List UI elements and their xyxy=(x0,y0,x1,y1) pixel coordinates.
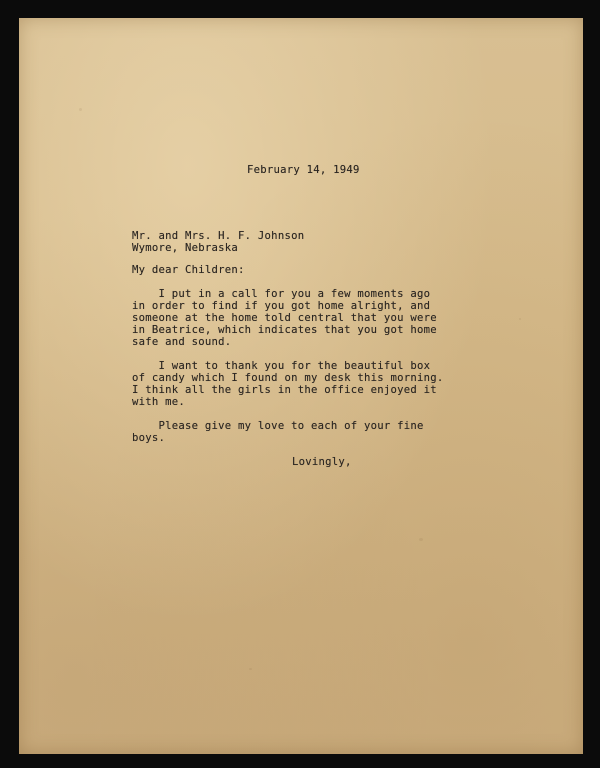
paragraph-2-line: I want to thank you for the beautiful box xyxy=(132,360,431,372)
paragraph-1-line: in order to find if you got home alright, and xyxy=(132,300,431,312)
paragraph-1-line: in Beatrice, which indicates that you got home xyxy=(132,324,437,336)
paragraph-2-line: with me. xyxy=(132,396,186,408)
paper-speck xyxy=(249,668,252,670)
letter-page xyxy=(19,18,583,754)
paragraph-2-line: of candy which I found on my desk this morning. xyxy=(132,372,444,384)
paper-speck xyxy=(79,108,82,111)
recipient-name: Mr. and Mrs. H. F. Johnson xyxy=(132,230,305,242)
paragraph-3-line: boys. xyxy=(132,432,166,444)
paragraph-1-line: I put in a call for you a few moments ago xyxy=(132,288,431,300)
paragraph-2-line: I think all the girls in the office enjoyed it xyxy=(132,384,437,396)
paper-speck xyxy=(519,318,521,320)
paragraph-1-line: safe and sound. xyxy=(132,336,232,348)
paragraph-3-line: Please give my love to each of your fine xyxy=(132,420,424,432)
recipient-address: Wymore, Nebraska xyxy=(132,242,239,254)
letter-date: February 14, 1949 xyxy=(247,164,360,176)
closing: Lovingly, xyxy=(292,456,352,468)
paper-speck xyxy=(419,538,423,541)
salutation: My dear Children: xyxy=(132,264,245,276)
paragraph-1-line: someone at the home told central that you were xyxy=(132,312,437,324)
